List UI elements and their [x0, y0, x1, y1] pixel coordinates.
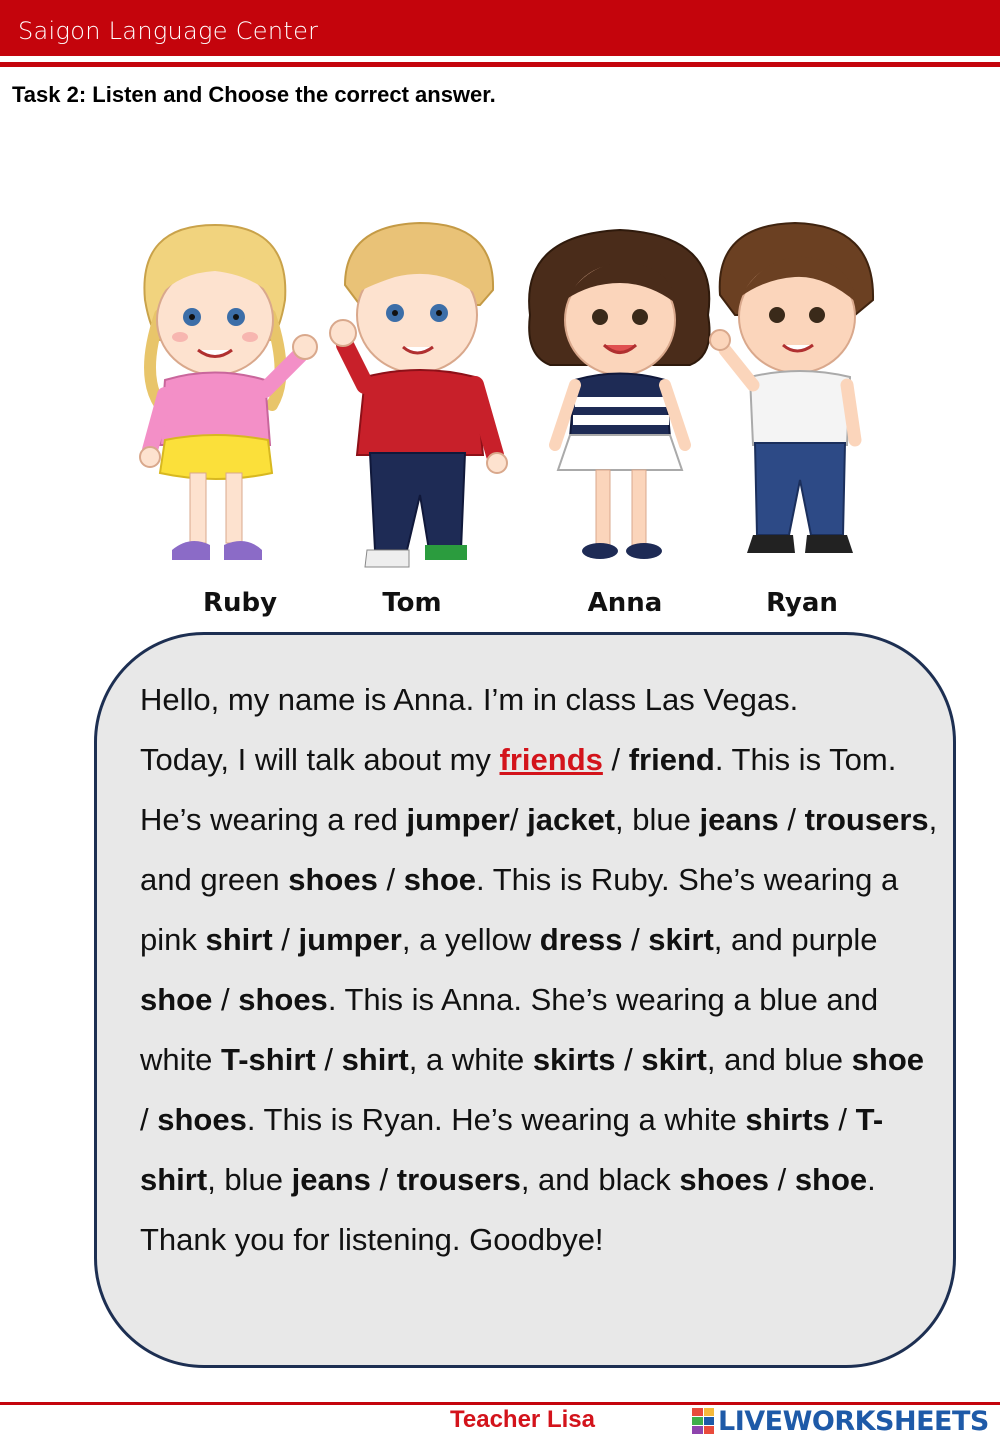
answer-option[interactable]: shirt: [205, 922, 273, 957]
story-text-segment: /: [768, 1162, 795, 1197]
story-text-segment: /: [212, 982, 239, 1017]
liveworksheets-icon: [692, 1408, 714, 1434]
story-text-segment: , blue: [615, 802, 700, 837]
answer-option[interactable]: skirts: [532, 1042, 616, 1077]
story-text-segment: , and black: [520, 1162, 680, 1197]
liveworksheets-brand: LIVEWORKSHEETS: [718, 1405, 989, 1437]
story-text-segment: , and purple: [713, 922, 878, 957]
story-text-segment: , and green: [140, 802, 938, 897]
story-text-segment: /: [602, 742, 629, 777]
header-divider: [0, 62, 1000, 67]
answer-option[interactable]: shoe: [794, 1162, 868, 1197]
answer-option[interactable]: shoes: [238, 982, 328, 1017]
answer-option[interactable]: skirt: [641, 1042, 707, 1077]
ruby-illustration: [140, 225, 317, 560]
answer-option[interactable]: T-shirt: [220, 1042, 316, 1077]
header-bar: [0, 0, 1000, 56]
story-text-segment: , and blue: [706, 1042, 852, 1077]
teacher-name: Teacher Lisa: [450, 1406, 595, 1433]
answer-option[interactable]: shoe: [403, 862, 477, 897]
answer-option[interactable]: shirt: [341, 1042, 409, 1077]
story-text-segment: /: [377, 862, 404, 897]
answer-option[interactable]: jeans: [291, 1162, 371, 1197]
answer-option[interactable]: shoes: [157, 1102, 247, 1137]
story-text-segment: , a white: [408, 1042, 533, 1077]
story-text-segment: /: [778, 802, 805, 837]
answer-option[interactable]: dress: [539, 922, 623, 957]
header-title: Saigon Language Center: [18, 17, 319, 45]
story-text-segment: /: [829, 1102, 856, 1137]
answer-option[interactable]: shirts: [745, 1102, 830, 1137]
answer-option[interactable]: jeans: [699, 802, 779, 837]
answer-option[interactable]: jumper: [406, 802, 510, 837]
story-text-segment: . This is Ruby. She’s wearing a pink: [140, 862, 899, 957]
story-text-segment: . This is Ryan. He’s wearing a white: [246, 1102, 746, 1137]
story-text-segment: /: [140, 1102, 158, 1137]
answer-option[interactable]: shoe: [140, 982, 213, 1017]
story-text-segment: /: [315, 1042, 342, 1077]
answer-option[interactable]: friend: [628, 742, 715, 777]
kid-name-tom: Tom: [382, 588, 442, 618]
kid-name-ruby: Ruby: [202, 588, 278, 618]
story-text-segment: /: [370, 1162, 397, 1197]
story-text-segment: /: [272, 922, 299, 957]
story-text-segment: Hello, my name is Anna. I’m in class Las Vegas.: [140, 682, 799, 717]
answer-option[interactable]: T-shirt: [140, 1102, 884, 1197]
story-text-segment: /: [509, 802, 528, 837]
story-text-segment: . This is Anna. She’s wearing a blue and white: [140, 982, 879, 1077]
answer-option[interactable]: jumper: [298, 922, 402, 957]
answer-option[interactable]: trousers: [804, 802, 929, 837]
kid-name-anna: Anna: [587, 588, 663, 618]
anna-illustration: [529, 230, 709, 559]
answer-option[interactable]: trousers: [396, 1162, 521, 1197]
answer-option[interactable]: shoes: [679, 1162, 769, 1197]
task-title: Task 2: Listen and Choose the correct answer.: [12, 82, 496, 107]
kids-illustration: [120, 205, 880, 605]
tom-illustration: [330, 223, 507, 567]
answer-option[interactable]: shoe: [851, 1042, 925, 1077]
answer-option[interactable]: jacket: [527, 802, 616, 837]
story-text-segment: , blue: [207, 1162, 292, 1197]
answer-option[interactable]: skirt: [648, 922, 714, 957]
story-text: [140, 670, 940, 1270]
kid-name-ryan: Ryan: [766, 588, 838, 618]
liveworksheets-logo: [692, 1406, 989, 1436]
answer-option[interactable]: shoes: [288, 862, 378, 897]
story-text-segment: Today, I will talk about my: [140, 742, 500, 777]
story-text-segment: /: [622, 922, 649, 957]
story-text-segment: . This is Tom. He’s wearing a red: [140, 742, 897, 837]
story-text-segment: , a yellow: [401, 922, 540, 957]
ryan-illustration: [710, 223, 873, 553]
story-text-segment: . Thank you for listening. Goodbye!: [140, 1162, 876, 1257]
story-text-segment: /: [615, 1042, 642, 1077]
answer-option-selected[interactable]: friends: [499, 742, 603, 777]
